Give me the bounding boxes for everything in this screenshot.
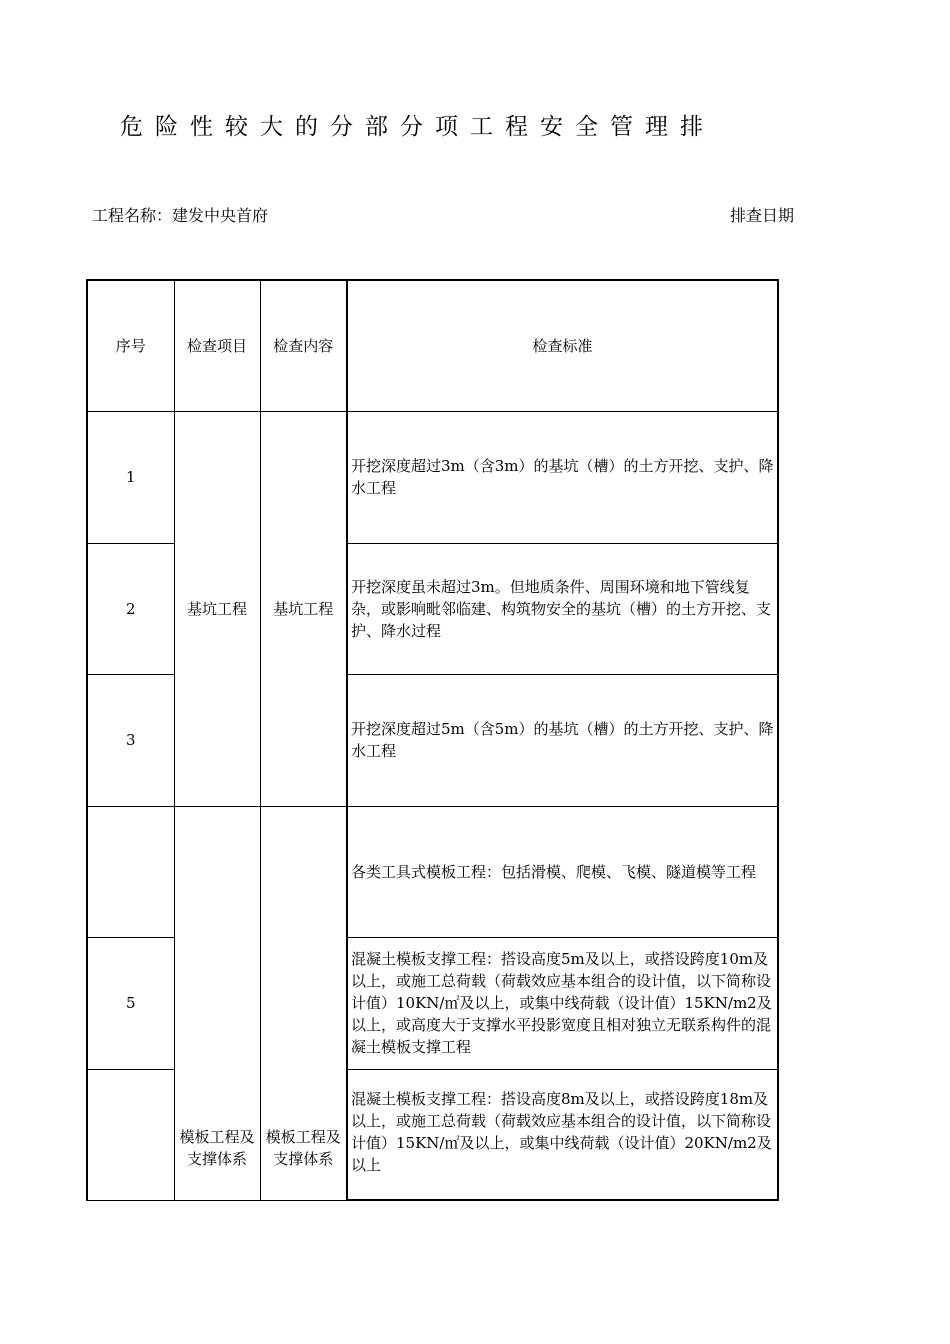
row-no: 1 bbox=[87, 411, 174, 543]
row-standard: 混凝土模板支撑工程：搭设高度5m及以上，或搭设跨度10m及以上，或施工总荷载（荷载效应基本组合的设计值，以下简称设计值）10KN/㎡及以上，或集中线荷载（设计值）15KN/m2及以上，或高度大于支撑水平投影宽度且相对独立无联系构件的混凝土模板支撑工程 bbox=[347, 937, 778, 1069]
table-row bbox=[87, 806, 778, 937]
inspection-table bbox=[86, 279, 779, 1201]
row-no bbox=[87, 806, 174, 937]
row-standard: 开挖深度超过3m（含3m）的基坑（槽）的土方开挖、支护、降水工程 bbox=[347, 411, 778, 543]
group-content: 基坑工程 bbox=[260, 411, 347, 806]
header-standard: 检查标准 bbox=[347, 280, 778, 411]
row-standard: 混凝土模板支撑工程：搭设高度8m及以上，或搭设跨度18m及以上，或施工总荷载（荷载效应基本组合的设计值，以下简称设计值）15KN/㎡及以上，或集中线荷载（设计值）20KN/m2及以上 bbox=[347, 1069, 778, 1200]
project-name: 工程名称：建发中央首府 bbox=[92, 206, 269, 225]
group-item: 基坑工程 bbox=[174, 411, 260, 806]
row-standard: 开挖深度虽未超过3m。但地质条件、周围环境和地下管线复杂，或影响毗邻临建、构筑物安全的基坑（槽）的土方开挖、支护、降水过程 bbox=[347, 543, 778, 674]
table-header-row bbox=[87, 280, 778, 411]
row-standard: 各类工具式模板工程：包括滑模、爬模、飞模、隧道模等工程 bbox=[347, 806, 778, 937]
page-title: 危险性较大的分部分项工程安全管理排 bbox=[120, 114, 715, 140]
group-item: 模板工程及支撑体系 bbox=[174, 806, 260, 1200]
row-standard: 开挖深度超过5m（含5m）的基坑（槽）的土方开挖、支护、降水工程 bbox=[347, 674, 778, 806]
row-no: 5 bbox=[87, 937, 174, 1069]
header-no: 序号 bbox=[87, 280, 174, 411]
inspection-date-label: 排查日期 bbox=[730, 206, 795, 225]
row-no: 2 bbox=[87, 543, 174, 674]
table-row bbox=[87, 411, 778, 543]
row-no bbox=[87, 1069, 174, 1200]
row-no: 3 bbox=[87, 674, 174, 806]
header-item: 检查项目 bbox=[174, 280, 260, 411]
group-content: 模板工程及支撑体系 bbox=[260, 806, 347, 1200]
header-content: 检查内容 bbox=[260, 280, 347, 411]
